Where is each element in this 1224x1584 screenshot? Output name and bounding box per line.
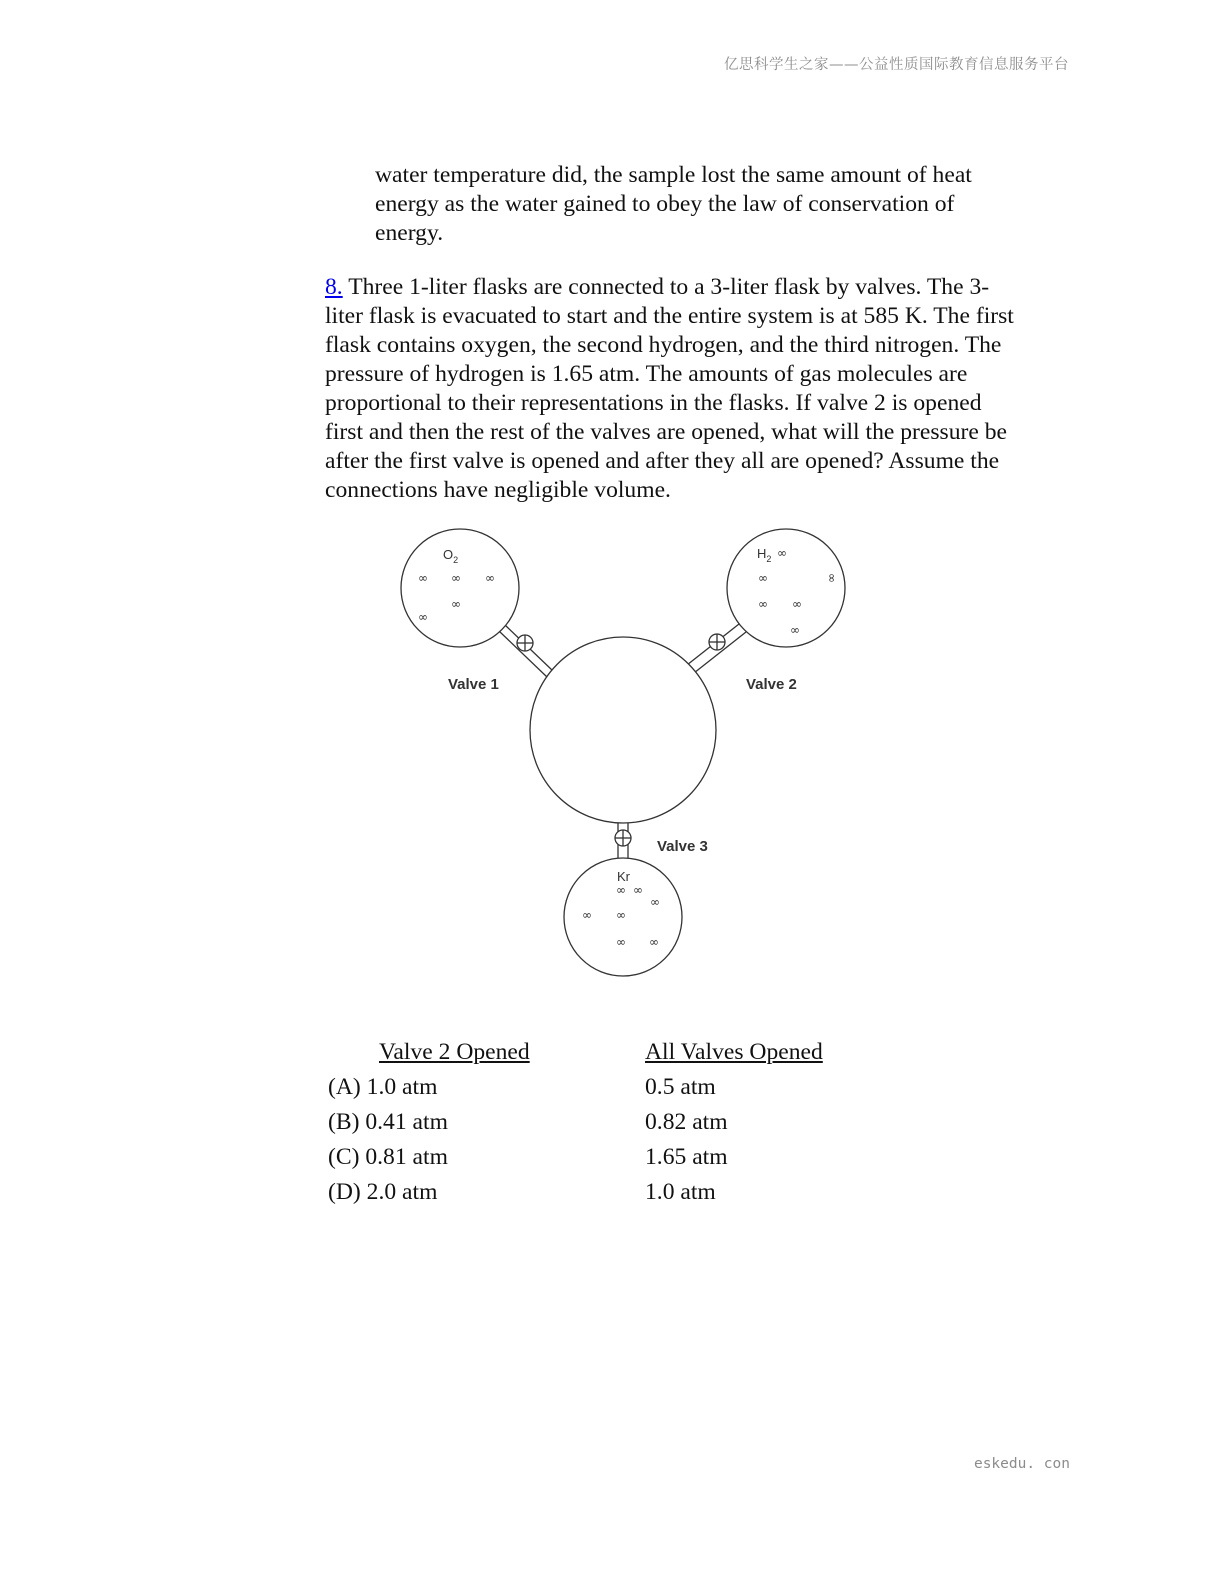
molecule: ∞ (451, 571, 461, 585)
option-label: (B) 0.41 atm (328, 1109, 448, 1135)
molecule: ∞ (649, 935, 659, 949)
flask-1 (401, 529, 519, 647)
option-label: (C) 0.81 atm (328, 1144, 448, 1170)
molecule: ∞ (825, 573, 839, 583)
molecule: ∞ (633, 883, 643, 897)
central-flask (530, 637, 716, 823)
flask-diagram (395, 525, 855, 983)
answer-table (328, 1036, 928, 1211)
molecule: ∞ (418, 571, 428, 585)
answer-table-header (328, 1036, 928, 1071)
valve-2-symbol (709, 634, 725, 650)
molecule: ∞ (777, 546, 787, 560)
option-label: (A) 1.0 atm (328, 1074, 438, 1100)
option-value: 1.0 atm (645, 1179, 716, 1205)
valve-1-symbol (517, 635, 533, 651)
valve-1-label: Valve 1 (448, 676, 499, 693)
option-label: (D) 2.0 atm (328, 1179, 438, 1205)
molecule: ∞ (792, 597, 802, 611)
flask-2-label: $H_2$ (757, 546, 772, 564)
valve-3-symbol (615, 830, 631, 846)
molecule: ∞ (758, 597, 768, 611)
flask-diagram-svg (395, 525, 855, 983)
molecule: ∞ (758, 571, 768, 585)
molecule: ∞ (485, 571, 495, 585)
option-value: 1.65 atm (645, 1144, 728, 1170)
option-value: 0.5 atm (645, 1074, 716, 1100)
molecule: ∞ (650, 895, 660, 909)
molecule: ∞ (616, 908, 626, 922)
molecule: ∞ (582, 908, 592, 922)
site-header: 亿思科学生之家——公益性质国际教育信息服务平台 (724, 57, 1069, 73)
valve-2-label: Valve 2 (746, 676, 797, 693)
valve-3-label: Valve 3 (657, 838, 708, 855)
molecule: ∞ (790, 623, 800, 637)
flask-1-label: $O_2$ (443, 547, 459, 565)
column-header-all-valves: All Valves Opened (645, 1039, 823, 1065)
molecule: ∞ (451, 597, 461, 611)
answer-option-d (328, 1176, 928, 1211)
answer-option-c (328, 1141, 928, 1176)
question-text: Three 1-liter flasks are connected to a 3-liter flask by valves. The 3-liter flask is evacuated to start and the entire system is at 585 K. The first flask contains oxygen, the second hydrogen, and the third nitrogen. The pressure of hydrogen is 1.65 atm. The amounts of gas molecules are proportional to their representations in the flasks. If valve 2 is opened first and then the rest of the valves are opened, what will the pressure be after the first valve is opened and after they all are opened? Assume the connections have negligible volume. (325, 274, 1014, 503)
option-value: 0.82 atm (645, 1109, 728, 1135)
molecule: ∞ (616, 935, 626, 949)
column-header-valve-2: Valve 2 Opened (379, 1039, 530, 1065)
question-number-link[interactable]: 8. (325, 274, 343, 300)
answer-option-b (328, 1106, 928, 1141)
site-footer: eskedu. con (973, 1456, 1070, 1472)
molecule: ∞ (418, 610, 428, 624)
question-paragraph (325, 273, 1025, 505)
flask-3-label: Kr (617, 869, 630, 884)
molecule: ∞ (616, 883, 626, 897)
continuation-paragraph: water temperature did, the sample lost the same amount of heat energy as the water gained to obey the law of conservation of energy. (375, 162, 972, 246)
answer-option-a (328, 1071, 928, 1106)
